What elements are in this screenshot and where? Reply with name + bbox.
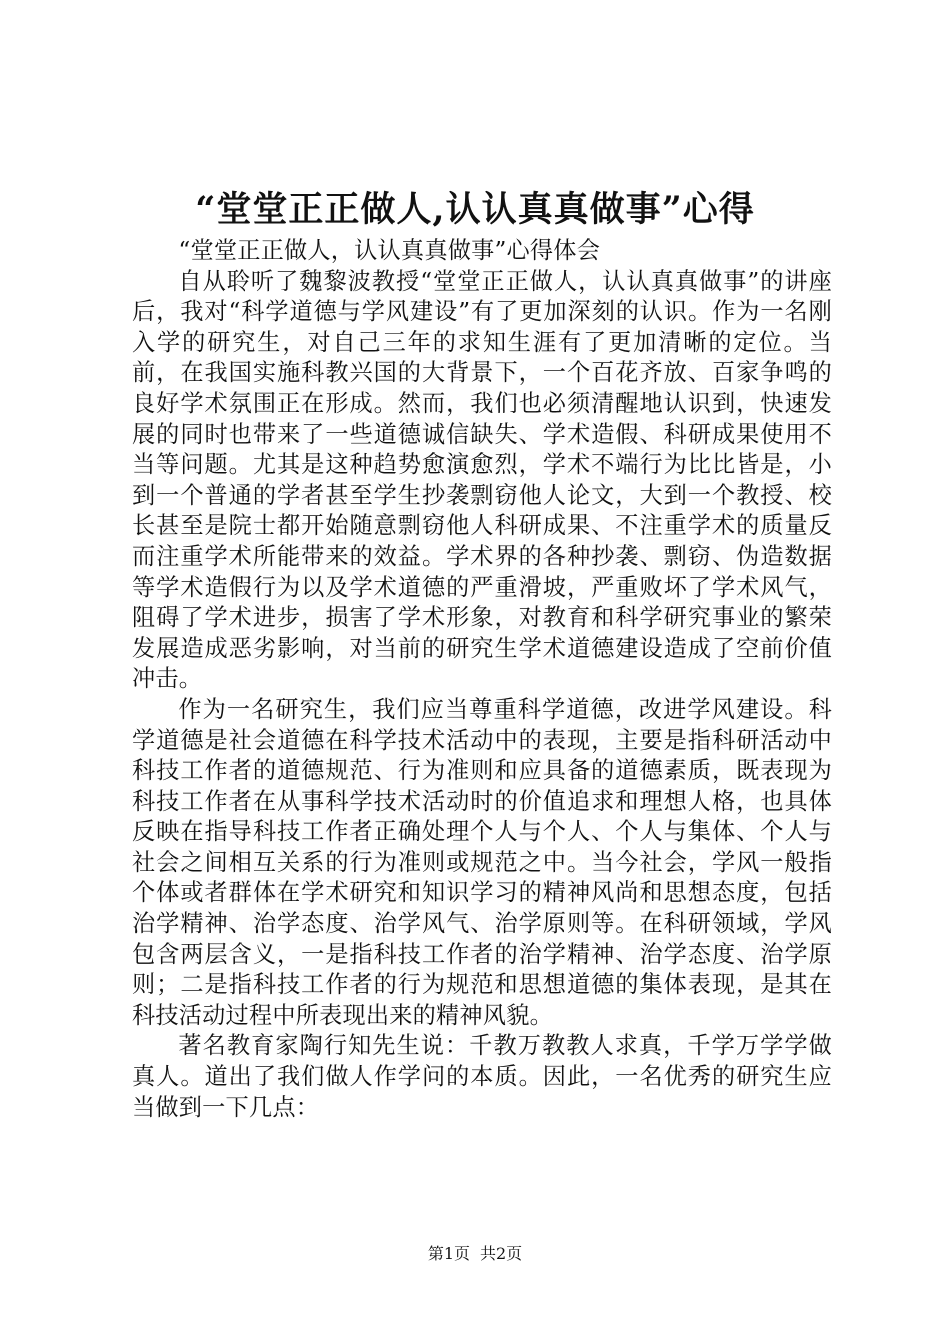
document-body <box>132 236 832 1123</box>
document-title: “堂堂正正做人,认认真真做事”心得 <box>195 189 755 230</box>
subtitle-paragraph: “堂堂正正做人，认认真真做事”心得体会 <box>178 237 601 264</box>
body-paragraph-3: 著名教育家陶行知先生说：千教万教教人求真，千学万学学做真人。道出了我们做人作学问的本质。因此，一名优秀的研究生应当做到一下几点： <box>132 1032 832 1121</box>
body-paragraph-1: 自从聆听了魏黎波教授“堂堂正正做人，认认真真做事”的讲座后，我对“科学道德与学风建设”有了更加深刻的认识。作为一名刚入学的研究生，对自己三年的求知生涯有了更加清晰的定位。当前，在我国实施科教兴国的大背景下，一个百花齐放、百家争鸣的良好学术氛围正在形成。然而，我们也必须清醒地认识到，快速发展的同时也带来了一些道德诚信缺失、学术造假、科研成果使用不当等问题。尤其是这种趋势愈演愈烈，学术不端行为比比皆是，小到一个普通的学者甚至学生抄袭剽窃他人论文，大到一个教授、校长甚至是院士都开始随意剽窃他人科研成果、不注重学术的质量反而注重学术所能带来的效益。学术界的各种抄袭、剽窃、伪造数据等学术造假行为以及学术道德的严重滑坡，严重败坏了学术风气，阻碍了学术进步，损害了学术形象，对教育和科学研究事业的繁荣发展造成恶劣影响，对当前的研究生学术道德建设造成了空前价值冲击。 <box>132 267 832 693</box>
body-paragraph-2: 作为一名研究生，我们应当尊重科学道德，改进学风建设。科学道德是社会道德在科学技术活动中的表现，主要是指科研活动中科技工作者的道德规范、行为准则和应具备的道德素质，既表现为科技工作者在从事科学技术活动时的价值追求和理想人格，也具体反映在指导科技工作者正确处理个人与个人、个人与集体、个人与社会之间相互关系的行为准则或规范之中。当今社会，学风一般指个体或者群体在学术研究和知识学习的精神风尚和思想态度，包括治学精神、治学态度、治学风气、治学原则等。在科研领域，学风包含两层含义，一是指科技工作者的治学精神、治学态度、治学原则；二是指科技工作者的行为规范和思想道德的集体表现，是其在科技活动过程中所表现出来的精神风貌。 <box>132 695 832 1029</box>
page-footer <box>0 1243 950 1265</box>
page-number-total: 共2页 <box>480 1244 523 1263</box>
page-number-current: 第1页 <box>427 1244 470 1263</box>
